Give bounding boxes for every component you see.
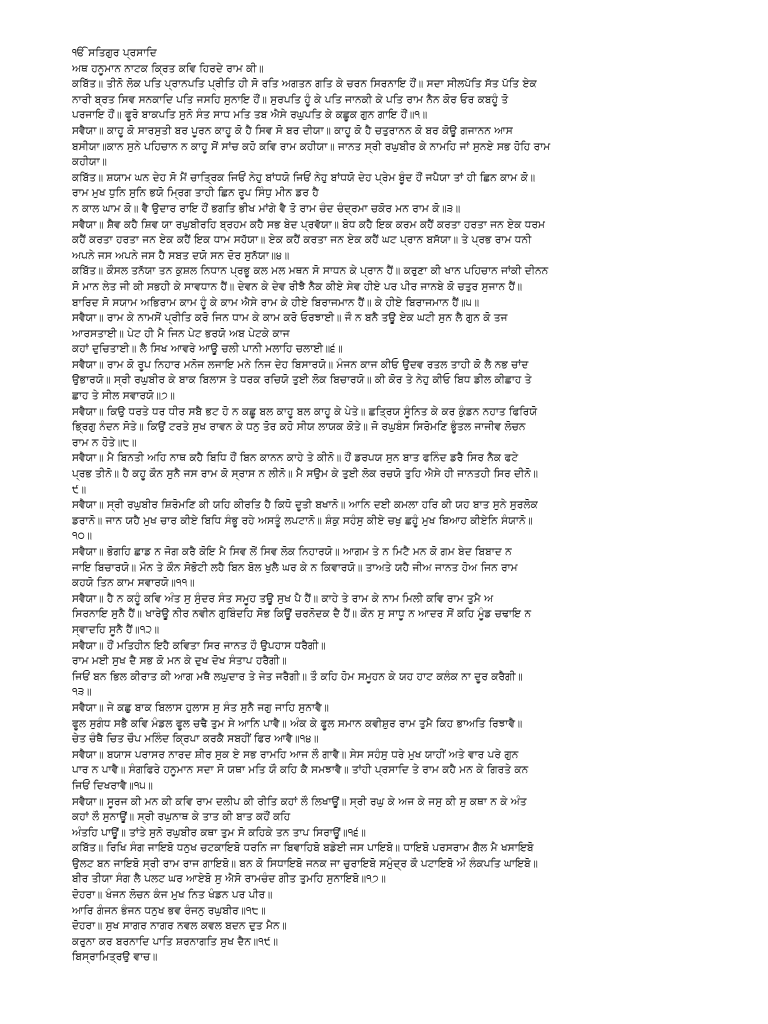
text-line: ੴ ਸਤਿਗੁਰ ਪ੍ਰਸਾਦਿ <box>72 47 157 59</box>
text-line: ਸਵੈਯਾ॥ ਕਿਉ ਧਰਤੇ ਧਰ ਧੀਰ ਸਬੈ ਭਟ ਹੋ ਨ ਕਛੂ ਬਲ ਕਾਹੂ ਬਲ ਕਾਹੂ ਕੇ ਪੇਤੇ॥ ਛਤ੍ਰਿਯ ਸੂੰਨਿਤ ਕੇ ਕਰ ਕੁੰਡਨ ਨਹਾਤ ਫਿਰਿਯੋ <box>72 405 538 418</box>
text-line: ਸੋ ਮਾਨ ਲੇਤ ਜੀ ਕੀ ਸਭਹੀ ਕੇ ਸਾਵਧਾਨ ਹੈਂ॥ ਦੇਵਨ ਕੇ ਦੇਵ ਰੀਝੈ ਨੈਕ ਕੀਏ ਸੇਵ ਹੀਏ ਪਰ ਪੀਰ ਜਾਨਬੇ ਕੋ ਚਤੁਰ ਸੁਜਾਨ ਹੈਂ॥ <box>72 280 523 293</box>
text-line: ਅਪਨੇ ਜਸ ਅਪਨੇ ਜਸ ਹੈ ਸਬਤ ਦਯੋ ਸਨ ਦੋਰ ਸੁਨੱਯਾ॥੪॥ <box>72 249 290 262</box>
text-line: ਬਿਸ੍ਰਾਮਿਤ੍ਰਉ ਵਾਚ॥ <box>72 951 158 964</box>
text-line: ਨ ਕਾਲ ਘਾਮ ਕੋ॥ ਵੈ ਉਦਾਰ ਰਾਇ ਹੌਂ ਭਗਤਿ ਭੀਖ ਮਾਂਗੇ ਵੈ ਤੋ ਰਾਮ ਚੰਦ ਚੰਦ੍ਰਮਾ ਚਕੋਰ ਮਨ ਰਾਮ ਕੋ॥੩॥ <box>72 202 461 215</box>
text-line: ਸਵੈਯਾ॥ ਹੌਂ ਮਤਿਹੀਨ ਇਹੈ ਕਵਿਤਾ ਸਿਰ ਜਾਨਤ ਹੌ ਉਪਹਾਸ ਧਰੈਗੀ॥ <box>72 639 326 652</box>
text-line: ਬਾਰਿਦ ਸੋ ਸਯਾਮ ਅਭਿਰਾਮ ਕਾਮ ਹੂੰ ਕੇ ਕਾਮ ਐਸੇ ਰਾਮ ਕੇ ਹੀਏ ਬਿਰਾਜਮਾਨ ਹੈਂ॥ ਕੇ ਹੀਏ ਬਿਰਾਜਮਾਨ ਹੈਂ॥੫॥ <box>72 296 480 309</box>
text-line: ਛਾਹ ਤੇ ਸੀਲ ਸਵਾਰਯੋ॥੭॥ <box>72 390 175 403</box>
text-line: ਬਸੀਯਾ॥ਕਾਨ ਸੁਨੇ ਪਹਿਚਾਨ ਨ ਕਾਹੂ ਸੋਂ ਸਾਂਚ ਕਹੋ ਕਵਿ ਰਾਮ ਕਹੀਯਾ॥ ਜਾਨਤ ਸ੍ਰੀ ਰਘੁਬੀਰ ਕੇ ਨਾਮਹਿ ਜਾਂ ਸੁਨਏ ਸਭ ਹੋਹਿ ਰਾਮ <box>72 140 551 153</box>
text-line: ਸਵੈਯਾ॥ ਹੈ ਨ ਕਹੂੰ ਕਵਿ ਅੰਤ ਸੁ ਸੁੰਦਰ ਸੰਤ ਸਮੂਹ ਤਊ ਸੁਖ ਪੈ ਹੈਂ॥ ਕਾਹੇ ਤੇ ਰਾਮ ਕੇ ਨਾਮ ਮਿਲੀ ਕਵਿ ਰਾਮ ਤੁਮੈ ਅ <box>72 592 494 605</box>
text-line: ਭ੍ਰਿਗੁ ਨੰਦਨ ਸੋਤੇ॥ ਕਿਉਂ ਟਰਤੇ ਸੁਖ ਰਾਵਨ ਕੇ ਧਨੁ ਤੋਰ ਕਹੋ ਸੀਯ ਲਾਯਕ ਕੋਤੇ॥ ਜੋ ਰਘੁਬੰਸ ਸਿਰੋਮਣਿ ਭੂੰਤਲ ਜਾਜੀਵ ਲੋਚਨ <box>72 421 526 434</box>
text-line: ਕਬਿੱਤ॥ ਰਿਖਿ ਸੰਗ ਜਾਇਬੋ ਧਨੁਖ ਚਟਕਾਇਬੋ ਧਰਨਿ ਜਾ ਬਿਵਾਹਿਬੋ ਬਡੇਈ ਜਸ ਪਾਇਬੋ॥ ਧਾਇਬੋ ਪਰਸਰਾਮ ਗੈਲ ਮੈ ਖਸਾਇਬੋ <box>72 842 534 855</box>
text-line: ਜਾਇ ਬਿਚਾਰਯੋ॥ ਮੌਨ ਤੇ ਕੌਨ ਸੋਭੋਟੀ ਲਹੈ ਬਿਨ ਬੋਲ ਖੁਲੈ ਘਰ ਕੇ ਨ ਕਿਵਾਰਯੋ॥ ਤਾਅਤੇ ਯਹੈ ਜੀਅ ਜਾਨਤ ਹੋਅ ਜਿਨ ਰਾਮ <box>72 561 518 574</box>
text-line: ਸਵੈਯਾ॥ ਭੋਗਹਿ ਛਾਡ ਨ ਜੋਗ ਕਰੈ ਕੋਇ ਮੈ ਸਿਵ ਲੋਂ ਸਿਵ ਲੋਕ ਨਿਹਾਰਯੋ॥ ਆਗਮ ਤੇ ਨ ਮਿਟੈ ਮਨ ਕੋ ਗਮ ਬੇਦ ਬਿਬਾਦ ਨ <box>72 546 512 558</box>
text-line: ਨਾਰੀ ਬ੍ਰਤ ਸਿਵ ਸਨਕਾਦਿ ਪਤਿ ਜਸਹਿ ਸੁਨਾਇ ਹੌਂ॥ ਸੁਰਪਤਿ ਹੂੰ ਕੇ ਪਤਿ ਜਾਨਕੀ ਕੇ ਪਤਿ ਰਾਮ ਨੈਨ ਕੋਰ ਓਰ ਕਬਹੂੰ ਤੋ <box>72 93 509 106</box>
text-line: ਅੰਤਹਿ ਪਾਊਂ॥ ਤਾਂਤੇ ਸੁਨੋ ਰਘੁਬੀਰ ਕਥਾ ਤੁਮ ਸੋ ਕਹਿਕੇ ਤਨ ਤਾਪ ਸਿਰਾਊਂ॥੧੬॥ <box>72 826 366 839</box>
text-line: ਡਰਾਨੋ॥ ਜਾਨ ਯਹੈ ਮੁਖ ਚਾਰ ਕੀਏ ਬਿਧਿ ਸੰਭੂ ਰਹੇ ਅਸਤੂੰ ਲਪਟਾਨੋ॥ ਸ਼ੰਕੁ ਸਹੰਸੁ ਕੀਏ ਚਖੁ ਛਹੂੰ ਮੁਖ ਬਿਆਹ ਕੀਏਨਿ ਸੰਯਾਨੋ॥ <box>72 514 533 527</box>
text-line: ਜਿਓਂ ਬਨ ਭਿਲ ਕੀਰਾਤ ਕੀ ਆਗ ਮਥੈ ਲਘੁਦਾਰ ਤੇ ਜੇਤ ਜਰੈਗੀ॥ ਤੌ ਕਹਿ ਹੋਮ ਸਮੂਹਨ ਕੇ ਯਹ ਹਾਟ ਕਲੰਕ ਨਾ ਦੂਰ ਕਰੈਗੀ॥ <box>72 670 523 683</box>
text-line: ਬੀਰ ਤੀਯਾ ਸੰਗ ਲੈ ਪਲਟ ਘਰ ਆਏਬੋ ਸੁ ਐਸੋ ਰਾਮਚੰਦ ਗੀਤ ਤੁਮਹਿ ਸੁਨਾਇਬੋ॥੧੭॥ <box>72 873 386 886</box>
text-line: ਰਾਮ ਨ ਹੋਤੇ॥੮॥ <box>72 436 137 449</box>
text-line: ਸਵੈਯਾ॥ ਰਾਮ ਕੋ ਰੂਪ ਨਿਹਾਰ ਮਨੋਜ ਲਜਾਇ ਮਨੇ ਨਿਜ ਦੇਹ ਬਿਸਾਰਯੋ॥ ਮੰਜਨ ਕਾਜ ਕੀਓ ਉਦਵ ਰਤਲ ਤਾਹੀ ਕੋ ਲੈ ਨਭ ਚਾਂਦ <box>72 358 529 371</box>
document-text <box>72 46 724 966</box>
text-line: ਕਬਿੱਤ॥ ਕੌਸਲ ਤਨੱਯਾ ਤਨ ਕੁਸ਼ਲ ਨਿਧਾਨ ਪ੍ਰਭੂ ਕਲ ਮਲ ਮਥਨ ਸੋ ਸਾਧਨ ਕੇ ਪ੍ਰਾਨ ਹੈਂ॥ ਕਰੁਣਾ ਕੀ ਖਾਨ ਪਹਿਚਾਨ ਜਾਂਕੀ ਦੀਨਨ <box>72 265 549 278</box>
text-line: ਪ੍ਰਭ ਤੀਨੋ॥ ਹੈ ਕਹੂ ਕੌਨ ਸੁਨੈ ਜਸ ਰਾਮ ਕੋ ਸ੍ਰਾਸ ਨ ਲੀਨੋ॥ ਮੈ ਸਉਮ ਕੇ ਤੁਈ ਲੋਕ ਰਚਯੋ ਤੁਹਿ ਐਸੇ ਹੀ ਜਾਨਤਹੀ ਸਿਰ ਦੀਨੋ॥ <box>72 468 538 481</box>
text-line: ਕਬਿੱਤ॥ ਸ਼ਯਾਮ ਘਨ ਦੇਹ ਸੋ ਮੈਂ ਚਾਤ੍ਰਿਕ ਜਿਓਂ ਨੇਹੁ ਬਾਂਧਯੋ ਜਿਓਂ ਨੇਹੁ ਬਾਂਧਯੋ ਦੇਹ ਪ੍ਰੇਮ ਬੂੰਦ ਹੌਂ ਜਪੈਯਾ ਤਾਂ ਹੀ ਛਿਨ ਕਾਮ ਕੋ॥ <box>72 171 536 184</box>
text-line: ਸਵੈਯਾ॥ ਕਾਹੂ ਕੋ ਸਾਰਸੁਤੀ ਬਰ ਪੂਰਨ ਕਾਹੂ ਕੋ ਹੈ ਸਿਵ ਸੋ ਬਰ ਦੀਯਾ॥ ਕਾਹੂ ਕੋ ਹੈ ਚਤੁਰਾਨਨ ਕੋ ਬਰ ਕੋਊ ਗਜਾਨਨ ਆਸ <box>72 124 513 137</box>
text-line: ੧੦॥ <box>72 530 93 543</box>
text-line: ਉਭਾਰਯੋ॥ ਸ੍ਰੀ ਰਘੁਬੀਰ ਕੇ ਬਾਕ ਬਿਲਾਸ ਤੇ ਧਰਕ ਰਚਿਯੋ ਤੁਈ ਲੋਕ ਬਿਚਾਰਯੋ॥ ਕੀ ਕੋਰ ਤੇ ਨੇਹੁ ਕੀਓ ਬਿਧ ਡੀਲ ਕੀਛਾਹ ਤੇ <box>72 374 532 387</box>
text-line: ਅਥ ਹਨੂਮਾਨ ਨਾਟਕ ਕ੍ਰਿਤ ਕਵਿ ਹਿਰਦੇ ਰਾਮ ਕੀ॥ <box>72 62 264 75</box>
text-line: ਪਰਜਾਇ ਹੌਂ॥ ਫੂਰੋ ਬਾਕਪਤਿ ਸੁਨੋ ਸੰਤ ਸਾਧ ਮਤਿ ਤਬ ਐਸੇ ਰਘੁਪਤਿ ਕੇ ਕਛੂਕ ਗੁਨ ਗਾਇ ਹੌਂ॥੧॥ <box>72 109 428 122</box>
text-line: ਦੋਹਰਾ॥ ਸੁਖ ਸਾਗਰ ਨਾਗਰ ਨਵਲ ਕਵਲ ਬਦਨ ਦੁਤ ਮੈਨ॥ <box>72 920 287 933</box>
text-line: ਕਬਿੱਤ॥ ਤੀਨੋ ਲੋਕ ਪਤਿ ਪ੍ਰਾਨਪਤਿ ਪ੍ਰੀਤਿ ਹੀ ਸੋ ਰਤਿ ਅਗਤਨ ਗਤਿ ਕੇ ਚਰਨ ਸਿਰਨਾਇ ਹੌਂ॥ ਸਦਾ ਸੀਲਪੱਤਿ ਸੱਤ ਪੱਤਿ ਏਕ <box>72 78 537 91</box>
text-line: ਸਵੈਯਾ॥ ਸ਼ੈਵ ਕਹੈ ਸ਼ਿਵ ਯਾ ਰਘੁਬੀਰਹਿ ਬ੍ਰਹਮ ਕਹੈ ਸਭ ਬੇਦ ਪ੍ਰਵੱਯਾ॥ ਬੋਧ ਕਹੈ ਇਕ ਕਰਮ ਕਹੈਂ ਕਰਤਾ ਹਰਤਾ ਜਨ ਏਕ ਧਰਮ <box>72 218 546 231</box>
text-line: ਸਵੈਯਾ॥ ਸੂਰਜ ਕੀ ਮਨ ਕੀ ਕਵਿ ਰਾਮ ਦਲੀਪ ਕੀ ਰੀਤਿ ਕਹਾਂ ਲੌ ਲਿਖਾਊਂ॥ ਸ੍ਰੀ ਰਘੁ ਕੇ ਅਜ ਕੇ ਜਸੁ ਕੀ ਸੁ ਕਥਾ ਨ ਕੇ ਅੰਤ <box>72 795 527 808</box>
text-line: ਸਵੈਯਾ॥ ਜੇ ਕਛੁ ਬਾਕ ਬਿਲਾਸ ਹੁਲਾਸ ਸੁ ਸੰਤ ਸੁਨੈ ਜਗੁ ਜਾਹਿ ਸੁਨਾਵੈ॥ <box>72 701 329 714</box>
text-line: ਕਰੁਨਾ ਕਰ ਬਰਨਾਦਿ ਪਾਤਿ ਸ਼ਰਨਾਗਤਿ ਸੁਖ ਦੈਨ॥੧੯॥ <box>72 935 278 948</box>
text-line: ਕਹੈਂ ਕਰਤਾ ਹਰਤਾ ਜਨ ਏਕ ਕਹੈਂ ਇਕ ਧਾਮ ਸਹੱਯਾ॥ ਏਕ ਕਹੈਂ ਕਰਤਾ ਜਨ ਏਕ ਕਹੈਂ ਘਟ ਪ੍ਰਾਨ ਬਸੱਯਾ॥ ਤੇ ਪ੍ਰਭ ਰਾਮ ਧਨੀ <box>72 234 532 247</box>
text-line: ਪਾਰ ਨ ਪਾਵੈ॥ ਸੰਗਫਿਰੇ ਹਨੂਮਾਨ ਸਦਾ ਸੋ ਯਥਾ ਮਤਿ ਯੌ ਕਹਿ ਕੈ ਸਮਝਾਵੈ॥ ਤਾਂਹੀ ਪ੍ਰਸਾਦਿ ਤੇ ਰਾਮ ਕਹੈ ਮਨ ਕੇ ਗਿਰਤੇ ਕਨ <box>72 764 529 777</box>
text-line: ਦੋਹਰਾ॥ ਖੰਜਨ ਲੋਚਨ ਕੰਜ ਮੁਖ ਨਿਤ ਖੰਡਨ ਪਰ ਪੀਰ॥ <box>72 889 273 902</box>
text-line: ਸ੍ਵਾਦਹਿ ਸੂਨੈ ਹੈਂ॥੧੨॥ <box>72 623 160 636</box>
text-line: ਆਰਿ ਗੰਜਨ ਭੰਜਨ ਧਨੁਖ ਭਵ ਰੰਜਨੁ ਰਘੁਬੀਰ॥੧੮॥ <box>72 904 266 917</box>
text-line: ਚੇਤ ਚੰਥੈ ਚਿਤ ਚੌਪ ਮਲਿੰਦ ਕ੍ਰਿਪਾ ਕਰਕੈ ਸਬਹੀਂ ਫਿਰ ਆਵੈ॥੧੪॥ <box>72 733 319 746</box>
text-line: ਆਰਸਤਾਈ॥ ਪੇਟ ਹੀ ਮੈ ਜਿਨ ਪੇਟ ਭਰਯੋ ਅਬ ਪੇਟਕੇ ਕਾਜ <box>72 327 290 340</box>
text-line: ਸਵੈਯਾ॥ ਬਯਾਸ ਪਰਾਸਰ ਨਾਰਦ ਸ਼ੀਰ ਸੁਕ ਏ ਸਭ ਰਾਮਹਿ ਆਜ ਲੌ ਗਾਵੈ॥ ਸੇਸ ਸਹੰਸੁ ਧਰੇ ਮੁਖ ਯਾਹੀਂ ਅਤੇ ਵਾਰ ਪਰੇ ਗੁਨ <box>72 748 519 761</box>
text-line: ੯॥ <box>72 483 87 496</box>
text-line: ਸਵੈਯਾ॥ ਰਾਮ ਕੇ ਨਾਮਸੋਂ ਪ੍ਰੀਤਿ ਕਰੋ ਜਿਨ ਧਾਮ ਕੇ ਕਾਮ ਕਰੋ ਓਰਝਾਈ॥ ਜੌ ਨ ਬਨੈ ਤਊ ਏਕ ਘਟੀ ਸੁਨ ਲੈ ਗੁਨ ਕੋ ਤਜ <box>72 312 508 325</box>
text-line: ਰਾਮ ਮੁਖ ਧੁਨਿ ਸੁਨਿ ਭਯੋ ਮ੍ਰਿਗ ਤਾਹੀ ਛਿਨ ਰੂਪ ਸਿੰਧੁ ਮੀਨ ਡਰ ਹੈ <box>72 187 319 200</box>
text-line: ਸਵੈਯਾ॥ ਮੈ ਬਿਨਤੀ ਅਹਿ ਨਾਥ ਕਹੈ ਬਿਧਿ ਹੌਂ ਬਿਨ ਕਾਨਨ ਕਾਹੇ ਤੇ ਕੀਨੋ॥ ਹੌਂ ਡਰਪਯ ਸੁਨ ਬਾਤ ਫਨਿੰਦ ਡਰੈ ਸਿਰ ਨੈਕ ਫਟੇ <box>72 452 519 465</box>
text-line: ੧੩॥ <box>72 686 92 699</box>
text-line: ਕਹਾਂ ਦੁਚਿਤਾਈ॥ ਲੈ ਸਿਖ ਆਵਰੇ ਆਊ ਚਲੀ ਪਾਨੀ ਮਲਾਹਿ ਚਲਾਈ॥੬॥ <box>72 343 343 356</box>
text-line: ਉਲਟ ਬਨ ਜਾਇਬੋ ਸ੍ਰੀ ਰਾਮ ਰਾਜ ਗਾਇਬੋ॥ ਬਨ ਕੋ ਸਿਧਾਇਬੋ ਜਨਕ ਜਾ ਚੁਰਾਇਬੋ ਸਮੁੰਦ੍ਰ ਕੌ ਪਟਾਇਬੋ ਔ ਲੰਕਪਤਿ ਘਾਇਬੋ॥ <box>72 857 538 870</box>
text-line: ਕਹੀਯਾ॥ <box>72 156 107 169</box>
text-line: ਕਹਯੋ ਤਿਨ ਕਾਮ ਸਵਾਰਯੋ॥੧੧॥ <box>72 577 195 590</box>
text-line: ਸਵੈਯਾ॥ ਸ੍ਰੀ ਰਘੁਬੀਰ ਸ਼ਿਰੋਮਣਿ ਕੀ ਯਹਿ ਕੀਰਤਿ ਹੈ ਕਿਧੋ ਦੂਤੀ ਬਖਾਨੋ॥ ਆਨਿ ਦਈ ਕਮਲਾ ਹਰਿ ਕੀ ਯਹ ਬਾਤ ਸੁਨੇ ਸੁਰਲੋਕ <box>72 499 538 512</box>
text-line: ਰਾਮ ਮਈ ਸੁਖ ਦੈ ਸਭ ਕੋ ਮਨ ਕੇ ਦੁਖ ਦੋਖ ਸੰਤਾਪ ਹਰੈਗੀ॥ <box>72 655 287 668</box>
text-line: ਸਿਰਨਾਇ ਸੁਨੈ ਹੈਂ॥ ਖਾਰੇਊ ਨੀਰ ਨਵੀਨ ਗੁਬਿੰਦਹਿ ਸੋਭ ਕਿਊਂ ਚਰਨੋਦਕ ਦੈ ਹੈਂ॥ ਕੌਨ ਸੁ ਸਾਧੂ ਨ ਆਦਰ ਸੋਂ ਕਹਿ ਮੂੰਡ ਚਢਾਇ ਨ <box>72 608 532 621</box>
text-line: ਕਹਾਂ ਲੌ ਸੁਨਾਊਂ॥ ਸ੍ਰੀ ਰਘੁਨਾਥ ਕੇ ਤਾਤ ਕੀ ਬਾਤ ਕਹੌਂ ਕਹਿ <box>72 811 291 824</box>
text-line: ਜਿਓਂ ਦਿਖਰਾਵੈ॥੧੫॥ <box>72 779 153 792</box>
text-line: ਫੂਲ ਸੁਗੰਧ ਸਭੈ ਕਵਿ ਮੰਡਲ ਫੂਲ ਚਢੈ ਤੁਮ ਸੇ ਆਨਿ ਪਾਵੈ॥ ਅੰਕ ਕੇ ਫੂਲ ਸਮਾਨ ਕਵੀਸ਼ੁਰ ਰਾਮ ਤੁਮੈ ਕਿਹ ਭਾਅਤਿ ਰਿਝਾਵੈ॥ <box>72 717 523 730</box>
